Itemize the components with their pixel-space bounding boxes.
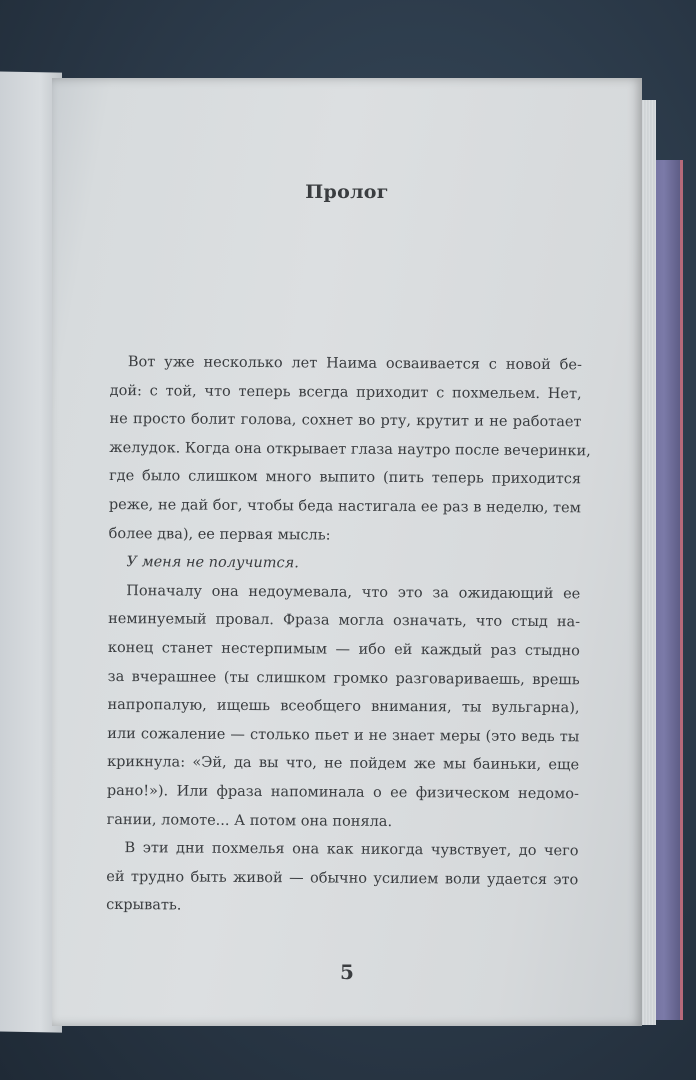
text-line: неминуемый провал. Фраза могла означать, что стыд на-: [108, 611, 581, 631]
text-line: гании, ломоте... А потом она поняла.: [106, 811, 393, 830]
text-line: желудок. Когда она открывает глаза наутро после вечеринки,: [109, 439, 591, 460]
text-line: конец станет нестерпимым — ибо ей каждый раз стыдно: [107, 639, 580, 660]
text-line: Вот уже несколько лет Наима осваивается с новой бе-: [127, 354, 582, 374]
text-line: напропалую, ищешь всеобщего внимания, ты вульгарна),: [107, 697, 580, 717]
text-line: более два), ее первая мысль:: [108, 525, 331, 544]
book-page: [52, 78, 642, 1026]
page-text: [106, 348, 591, 923]
text-line: или сожаление — столько пьет и не знает меры (это ведь ты: [107, 725, 580, 746]
text-line: рано!»). Или фраза напоминала о ее физическом недомо-: [106, 782, 579, 803]
text-line: дой: с той, что теперь всегда приходит с похмельем. Нет,: [109, 382, 582, 402]
text-line: Поначалу она недоумевала, что это за ожидающий ее: [126, 582, 581, 603]
text-line: ей трудно быть живой — обычно усилием воли удается это: [106, 868, 579, 888]
text-line: за вчерашнее (ты слишком громко разговариваешь, врешь: [107, 668, 580, 688]
page-number: 5: [340, 960, 354, 984]
text-line: скрывать.: [106, 897, 182, 914]
text-line: реже, не дай бог, чтобы беда настигала ее раз в неделю, тем: [108, 496, 581, 517]
text-line: В эти дни похмелья она как никогда чувствует, до чего: [124, 840, 579, 860]
text-line: не просто болит голова, сохнет во рту, крутит и не работает: [109, 411, 582, 431]
text-line: где было слишком много выпито (пить теперь приходится: [109, 468, 582, 488]
italic-thought: У меня не получится.: [126, 554, 299, 572]
text-line: крикнула: «Эй, да вы что, не пойдем же мы баиньки, еще: [107, 754, 580, 774]
chapter-title: Пролог: [305, 181, 389, 203]
